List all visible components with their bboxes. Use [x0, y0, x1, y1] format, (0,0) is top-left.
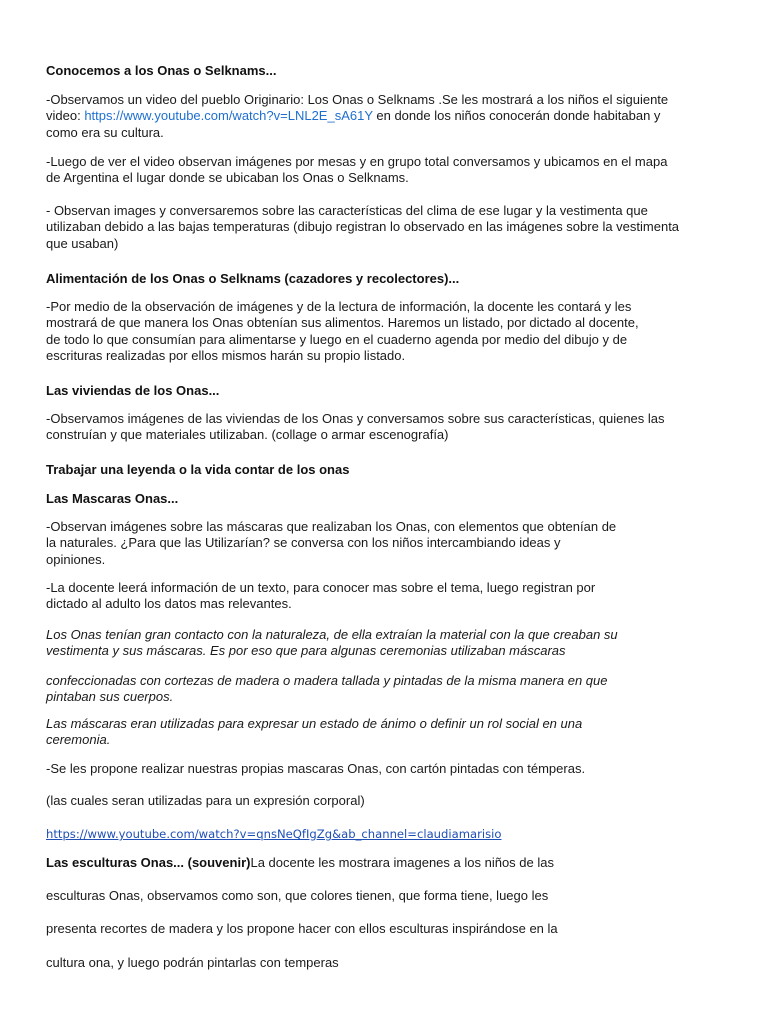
heading-leyenda: Trabajar una leyenda o la vida contar de los onas	[46, 462, 350, 477]
paragraph-viviendas-line-2: construían y que materiales utilizaban. (collage o armar escenografía)	[46, 427, 449, 443]
italic-quote-3-line-1: Las máscaras eran utilizadas para expresar un estado de ánimo o definir un rol social en una	[46, 716, 583, 731]
paragraph-video	[46, 92, 668, 141]
italic-quote-2	[46, 673, 608, 706]
heading-alimentacion: Alimentación de los Onas o Selknams (cazadores y recolectores)...	[46, 271, 460, 286]
paragraph-mapa	[46, 154, 667, 187]
paragraph-docente	[46, 580, 595, 613]
paragraph-alimentacion	[46, 299, 639, 364]
paragraph-esculturas-line-4: cultura ona, y luego podrán pintarlas con temperas	[46, 955, 339, 970]
paragraph-esculturas-line-1	[46, 855, 554, 871]
heading-viviendas: Las viviendas de los Onas...	[46, 383, 220, 398]
italic-quote-2-line-2: pintaban sus cuerpos.	[46, 689, 174, 705]
paragraph-video-line-2-prefix: video:	[46, 108, 85, 124]
paragraph-docente-line-2: dictado al adulto los datos mas relevantes.	[46, 596, 292, 612]
youtube-link-1[interactable]: https://www.youtube.com/watch?v=LNL2E_sA61Y	[84, 108, 373, 124]
paragraph-mascaras	[46, 519, 616, 568]
paragraph-docente-line-1: -La docente leerá información de un texto, para conocer mas sobre el tema, luego registran por	[46, 580, 596, 595]
paragraph-expresion: (las cuales seran utilizadas para un expresión corporal)	[46, 793, 365, 808]
paragraph-mascaras-line-1: -Observan imágenes sobre las máscaras que realizaban los Onas, con elementos que obtenían de	[46, 519, 617, 534]
paragraph-alimentacion-line-3: de todo lo que consumían para alimentarse y luego en el cuaderno agenda por medio del dibujo y de	[46, 331, 628, 347]
paragraph-viviendas-line-1: -Observamos imágenes de las viviendas de los Onas y conversamos sobre sus características, quienes las	[46, 411, 665, 426]
italic-quote-3-line-2: ceremonia.	[46, 732, 111, 748]
paragraph-alimentacion-line-2: mostrará de que manera los Onas obtenían sus alimentos. Haremos un listado, por dictado al docente,	[46, 315, 639, 331]
paragraph-propone: -Se les propone realizar nuestras propias mascaras Onas, con cartón pintadas con témperas.	[46, 761, 586, 776]
paragraph-clima-line-1: - Observan images y conversaremos sobre las características del clima de ese lugar y la vestimenta que	[46, 203, 648, 218]
paragraph-mascaras-line-3: opiniones.	[46, 551, 106, 567]
heading-mascaras: Las Mascaras Onas...	[46, 491, 179, 506]
paragraph-viviendas	[46, 411, 665, 444]
youtube-link-2[interactable]: https://www.youtube.com/watch?v=qnsNeQfIgZg&ab_channel=claudiamarisio	[46, 827, 502, 841]
paragraph-video-line-2-suffix: en donde los niños conocerán donde habitaban y	[372, 108, 661, 124]
paragraph-mascaras-line-2: la naturales. ¿Para que las Utilizarían? se conversa con los niños intercambiando ideas y	[46, 535, 561, 551]
paragraph-clima-line-2: utilizaban debido a las bajas temperaturas (dibujo registran lo observado en las imágenes sobre la vestimenta	[46, 219, 680, 235]
italic-quote-1	[46, 627, 618, 660]
paragraph-mapa-line-1: -Luego de ver el video observan imágenes por mesas y en grupo total conversamos y ubicamos en el mapa	[46, 154, 668, 169]
heading-onas: Conocemos a los Onas o Selknams...	[46, 63, 277, 78]
paragraph-esculturas-intro: La docente les mostrara imagenes a los niños de las	[250, 855, 554, 870]
paragraph-alimentacion-line-1: -Por medio de la observación de imágenes y de la lectura de información, la docente les contará y les	[46, 299, 632, 314]
italic-quote-1-line-2: vestimenta y sus máscaras. Es por eso que para algunas ceremonias utilizaban máscaras	[46, 643, 566, 659]
paragraph-alimentacion-line-4: escrituras realizadas por ellos mismos harán su propio listado.	[46, 347, 406, 363]
heading-esculturas: Las esculturas Onas... (souvenir)	[46, 855, 251, 870]
paragraph-esculturas-line-2: esculturas Onas, observamos como son, que colores tienen, que forma tiene, luego les	[46, 888, 549, 903]
paragraph-clima-line-3: que usaban)	[46, 235, 119, 251]
paragraph-esculturas-line-3: presenta recortes de madera y los propone hacer con ellos esculturas inspirándose en la	[46, 921, 558, 936]
italic-quote-2-line-1: confeccionadas con cortezas de madera o madera tallada y pintadas de la misma manera en que	[46, 673, 608, 688]
italic-quote-1-line-1: Los Onas tenían gran contacto con la naturaleza, de ella extraían la material con la que creaban su	[46, 627, 618, 642]
paragraph-clima	[46, 203, 679, 252]
paragraph-video-line-3: como era su cultura.	[46, 124, 164, 140]
paragraph-video-line-1: -Observamos un video del pueblo Originario: Los Onas o Selknams .Se les mostrará a los niños el siguiente	[46, 92, 669, 107]
paragraph-mapa-line-2: de Argentina el lugar donde se ubicaban los Onas o Selknams.	[46, 170, 409, 186]
italic-quote-3	[46, 716, 582, 749]
